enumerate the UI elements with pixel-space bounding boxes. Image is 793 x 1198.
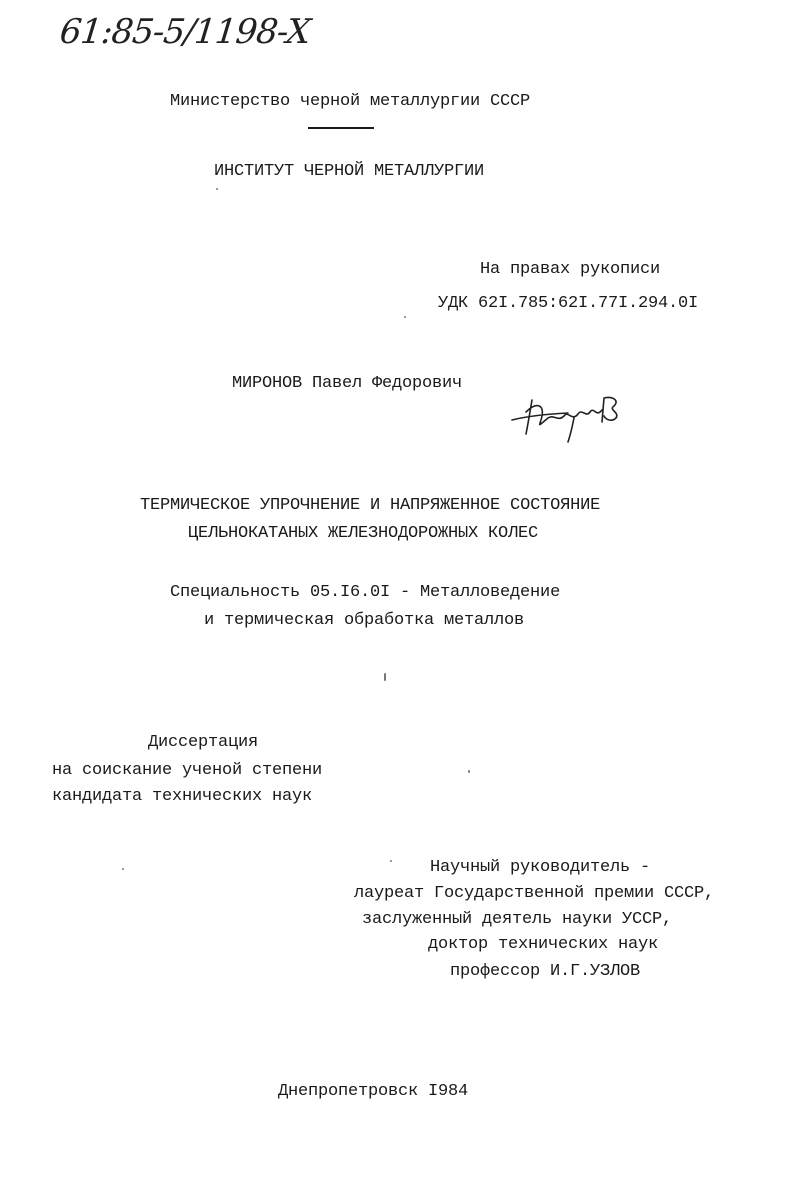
supervisor-line-4: доктор технических наук: [428, 935, 659, 954]
place-and-year: Днепропетровск I984: [278, 1082, 469, 1101]
supervisor-line-2: лауреат Государственной премии СССР,: [354, 884, 715, 903]
scan-speck: [404, 316, 406, 318]
archive-code: 61:85-5/1198-X: [57, 12, 312, 52]
scan-speck: [384, 673, 386, 681]
author-name: МИРОНОВ Павел Федорович: [232, 374, 463, 393]
title-line-2: ЦЕЛЬНОКАТАНЫХ ЖЕЛЕЗНОДОРОЖНЫХ КОЛЕС: [188, 524, 539, 543]
specialty-line-1: Специальность 05.I6.0I - Металловедение: [170, 583, 561, 602]
degree-line-3: кандидата технических наук: [52, 787, 313, 806]
scan-speck: [122, 868, 124, 870]
ministry-name: Министерство черной металлургии СССР: [170, 92, 531, 111]
author-signature: [508, 388, 628, 446]
scan-speck: [468, 770, 470, 773]
supervisor-line-1: Научный руководитель -: [430, 858, 651, 877]
scan-speck: [390, 860, 392, 862]
specialty-line-2: и термическая обработка металлов: [204, 611, 525, 630]
institute-name: ИНСТИТУТ ЧЕРНОЙ МЕТАЛЛУРГИИ: [214, 162, 485, 181]
supervisor-line-5: профессор И.Г.УЗЛОВ: [450, 962, 641, 981]
supervisor-line-3: заслуженный деятель науки УССР,: [362, 910, 673, 929]
udc-code: УДК 62I.785:62I.77I.294.0I: [438, 294, 699, 313]
title-line-1: ТЕРМИЧЕСКОЕ УПРОЧНЕНИЕ И НАПРЯЖЕННОЕ СОСТОЯНИЕ: [140, 496, 601, 515]
header-divider: [308, 127, 374, 129]
degree-line-1: Диссертация: [148, 733, 259, 752]
degree-line-2: на соискание ученой степени: [52, 761, 323, 780]
manuscript-rights: На правах рукописи: [480, 260, 661, 279]
scan-speck: [216, 188, 218, 190]
